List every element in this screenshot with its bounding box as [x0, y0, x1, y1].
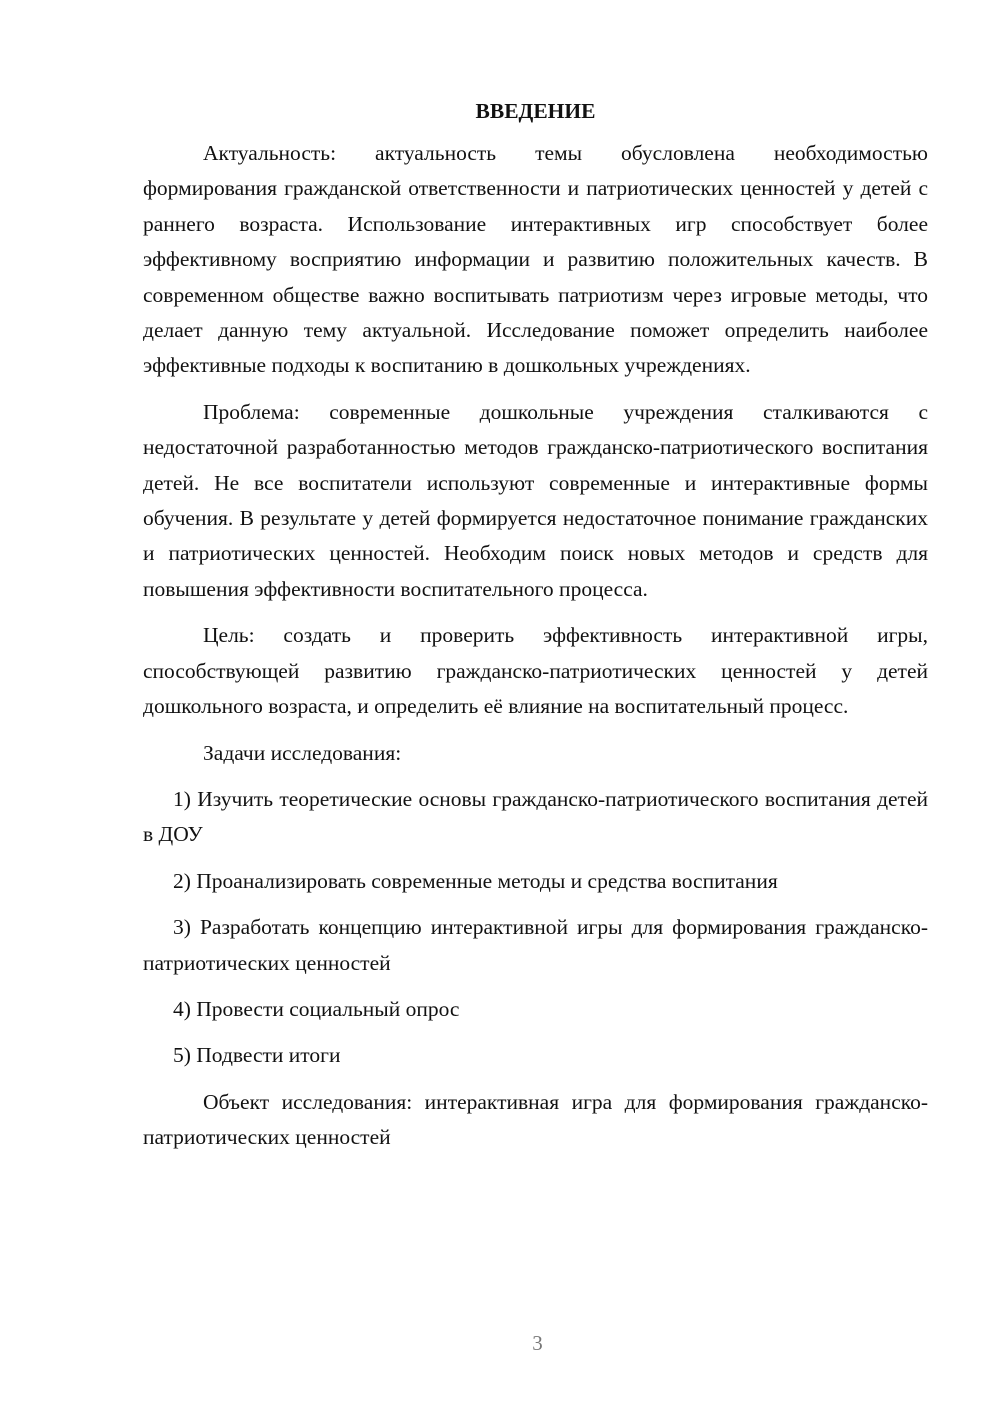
task-item: 2) Проанализировать современные методы и средства воспитания	[173, 868, 778, 893]
task-item: 1) Изучить теоретические основы гражданско-патриотического воспитания детей в ДОУ	[143, 786, 928, 847]
paragraph-relevance: Актуальность: актуальность темы обусловлена необходимостью формирования гражданской ответственности и патриотических ценностей у детей с раннего возраста. Использование интерактивных игр способствует более эффективному восприятию информации и развитию положительных качеств. В современном обществе важно воспитывать патриотизм через игровые методы, что делает данную тему актуальной. Исследование поможет определить наиболее эффективные подходы к воспитанию в дошкольных учреждениях.	[143, 141, 928, 378]
task-item: 3) Разработать концепцию интерактивной игры для формирования гражданско-патриотических ценностей	[143, 915, 928, 975]
paragraph-problem: Проблема: современные дошкольные учреждения сталкиваются с недостаточной разработанностью методов гражданско-патриотического воспитания детей. Не все воспитатели используют современные и интерактивные формы обучения. В результате у детей формируется недостаточное понимание гражданских и патриотических ценностей. Необходим поиск новых методов и средств для повышения эффективности воспитательного процесса.	[143, 399, 928, 601]
page-number: 3	[532, 1331, 543, 1355]
section-title: ВВЕДЕНИЕ	[475, 99, 596, 123]
task-item: 5) Подвести итоги	[173, 1043, 341, 1068]
paragraph-goal: Цель: создать и проверить эффективность интерактивной игры, способствующей развитию гражданско-патриотических ценностей у детей дошкольного возраста, и определить её влияние на воспитательный процесс.	[143, 623, 928, 719]
task-item: 4) Провести социальный опрос	[173, 996, 460, 1021]
document-page	[143, 92, 928, 1167]
tasks-heading: Задачи исследования:	[203, 740, 402, 765]
paragraph-object: Объект исследования: интерактивная игра для формирования гражданско-патриотических ценностей	[143, 1089, 928, 1150]
